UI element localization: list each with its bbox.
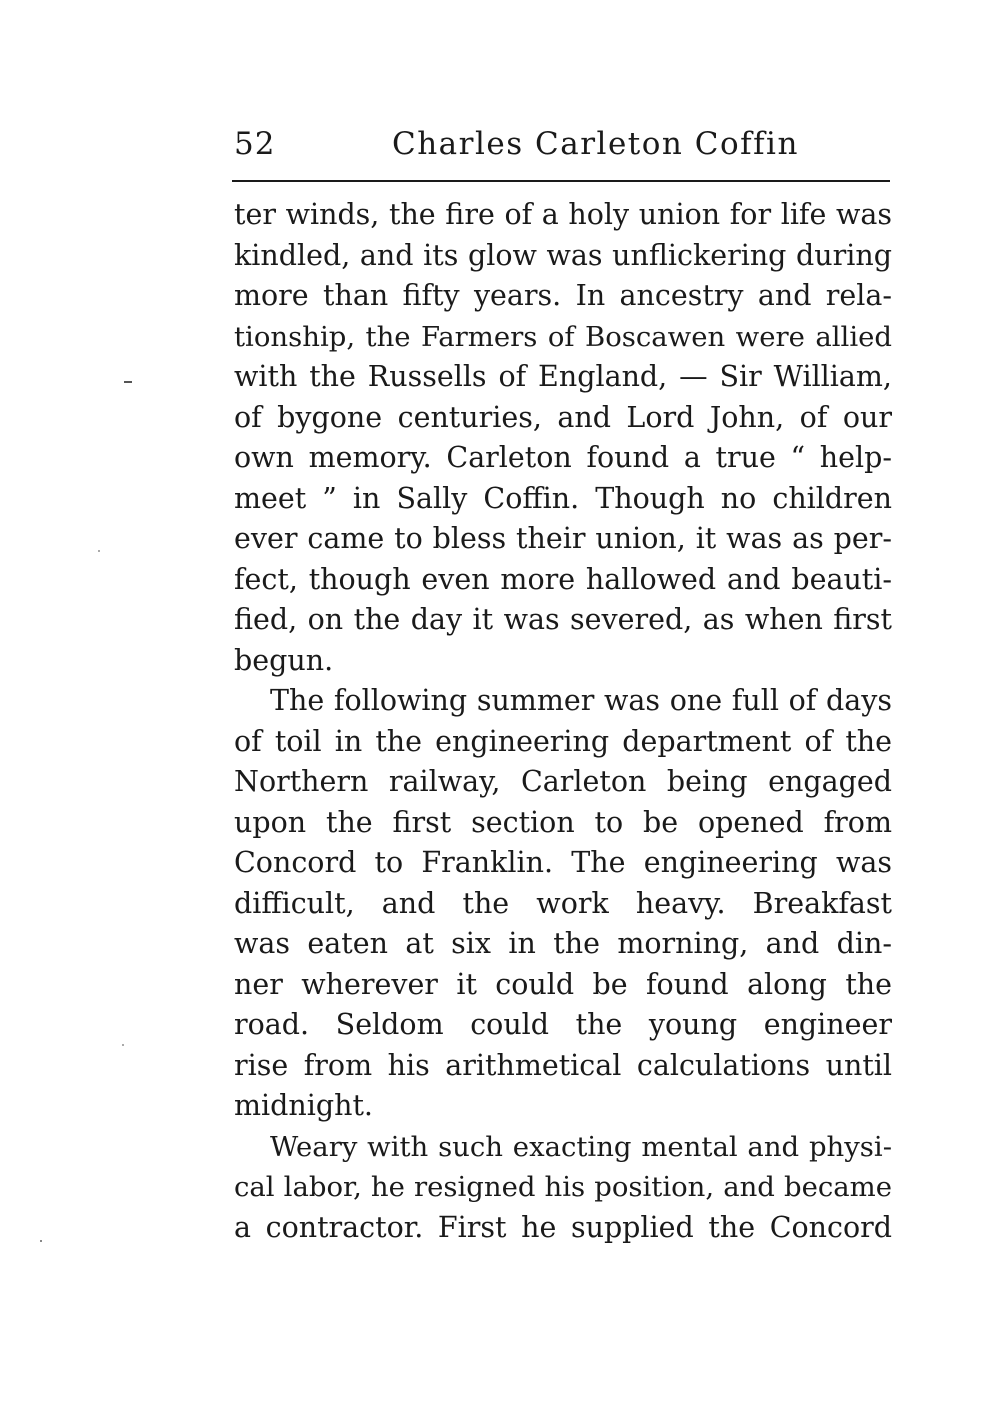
- text-line: difficult, and the work heavy. Breakfast: [234, 886, 892, 920]
- text-line: was eaten at six in the morning, and din-: [234, 927, 892, 960]
- text-line: more than fifty years. In ancestry and rela-: [234, 279, 892, 312]
- paragraph-1: [234, 195, 892, 681]
- text-line: tionship, the Farmers of Boscawen were allied: [234, 320, 892, 353]
- text-line: Northern railway, Carleton being engaged: [234, 765, 892, 798]
- scan-speck: [122, 1044, 124, 1046]
- text-line: ner wherever it could be found along the: [234, 967, 892, 1001]
- text-line: with the Russells of England, — Sir William,: [234, 360, 892, 393]
- paragraph-2: [234, 681, 892, 1127]
- text-line: ever came to bless their union, it was as per-: [234, 522, 892, 555]
- page-number: 52: [234, 126, 276, 162]
- text-line: Concord to Franklin. The engineering was: [234, 846, 892, 879]
- text-line: rise from his arithmetical calculations until: [234, 1048, 892, 1082]
- scan-mark: [124, 381, 132, 383]
- text-line: midnight.: [234, 1089, 373, 1122]
- header-rule: [232, 180, 890, 182]
- running-head: Charles Carleton Coffin: [392, 126, 799, 162]
- text-line: begun.: [234, 643, 334, 677]
- paragraph-3: [234, 1127, 892, 1249]
- text-line: road. Seldom could the young engineer: [234, 1008, 892, 1041]
- page-header: [232, 122, 890, 172]
- scan-speck: [98, 550, 100, 552]
- scan-speck: [40, 1240, 42, 1242]
- text-line: kindled, and its glow was unflickering during: [234, 238, 892, 272]
- text-line: a contractor. First he supplied the Concord: [234, 1210, 892, 1244]
- text-line: fied, on the day it was severed, as when first: [234, 603, 892, 636]
- body-text: [234, 195, 892, 1248]
- text-line: Weary with such exacting mental and physi-: [270, 1130, 892, 1163]
- text-line: of bygone centuries, and Lord John, of our: [234, 400, 892, 434]
- text-line: upon the first section to be opened from: [234, 805, 892, 839]
- text-line: ter winds, the fire of a holy union for life was: [234, 198, 892, 231]
- text-line: The following summer was one full of days: [270, 684, 892, 717]
- text-line: cal labor, he resigned his position, and became: [234, 1171, 892, 1203]
- text-line: own memory. Carleton found a true “ help-: [234, 441, 892, 474]
- text-line: of toil in the engineering department of the: [234, 724, 892, 758]
- text-line: meet ” in Sally Coffin. Though no children: [234, 481, 892, 515]
- text-line: fect, though even more hallowed and beauti-: [234, 562, 892, 596]
